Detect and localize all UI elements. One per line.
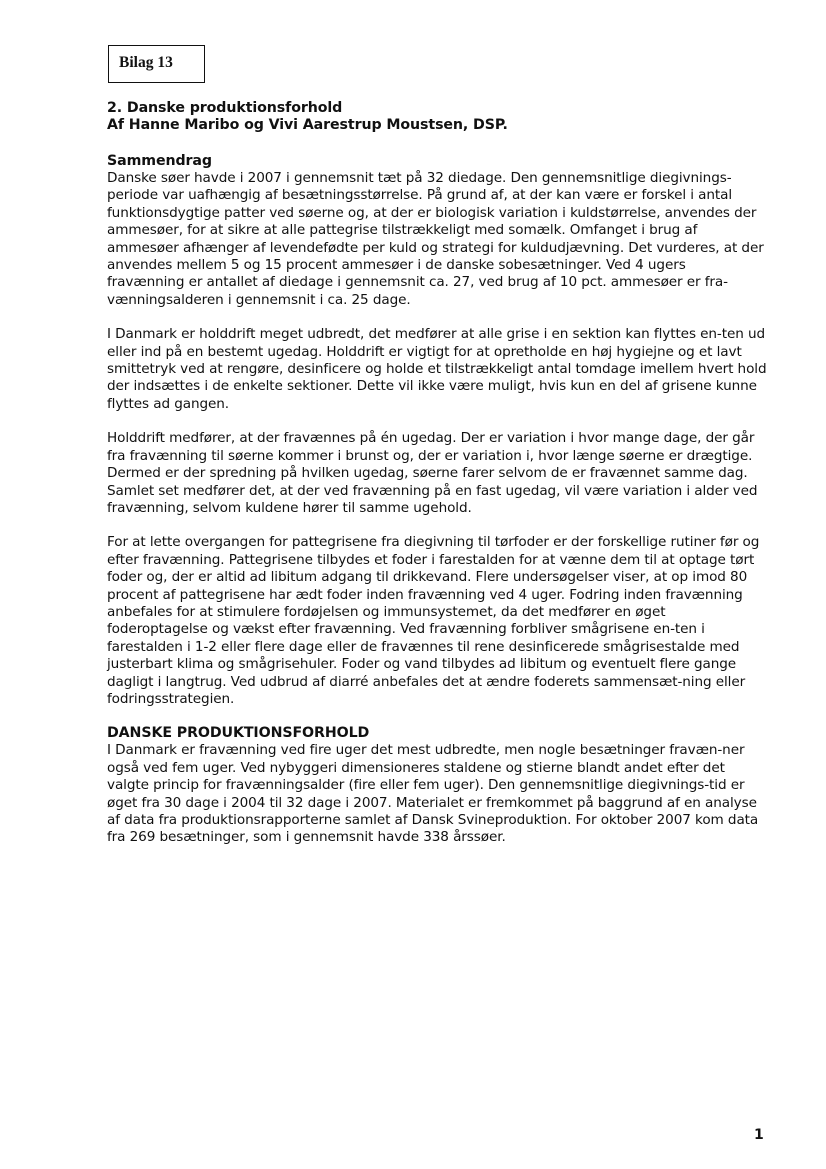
appendix-label: Bilag 13 — [119, 54, 173, 71]
body-paragraph: Samlet set medfører det, at der ved fravænning på en fast ugedag, vil være variation i alder ved fravænning, selvom kuldene hører til samme ugehold. — [107, 482, 758, 516]
page-number: 1 — [754, 1127, 764, 1143]
appendix-label-box — [108, 45, 205, 83]
summary-paragraph: Danske søer havde i 2007 i gennemsnit tæt på 32 diedage. Den gennemsnitlige diegivnings-periode var uafhængig af besætningsstørrelse. På grund af, at der kan være er forskel i antal funktionsdygtige patter ved søerne og, at der er biologisk variation i kuldstørrelse, anvendes der ammesøer, for at sikre at alle pattegrise tilstrækkeligt med somælk. Omfanget i brug af ammesøer afhænger af levendefødte per kuld og strategi for kuldudjævning. Det vurderes, at der anvendes mellem 5 og 15 procent ammesøer i de danske sobesætninger. Ved 4 ugers fravænning er antallet af diedage i gennemsnit ca. 27, ved brug af 10 pct. ammesøer er fra-vænningsalderen i gennemsnit i ca. 25 dage. — [107, 170, 764, 308]
summary-heading: Sammendrag — [107, 153, 212, 169]
section-heading: DANSKE PRODUKTIONSFORHOLD — [107, 725, 370, 742]
document-heading — [107, 100, 767, 134]
body-paragraph: For at lette overgangen for pattegrisene fra diegivning til tørfoder er der forskellige rutiner før og efter fravænning. Pattegrisene tilbydes et foder i farestalden for at vænne dem til at optage tørt foder og, der er altid ad libitum adgang til drikkevand. Flere undersøgelser viser, at op imod 80 procent af pattegrisene har ædt foder inden fravænning ved 4 uger. Fodring inden fravænning anbefales for at stimulere fordøjelsen og immunsystemet, da det medfører en øget foderoptagelse og vækst efter fravænning. Ved fravænning forbliver smågrisene en-ten i farestalden i 1-2 eller flere dage eller de fravænnes til rene desinficerede smågrisestalde med justerbart klima og smågrisehuler. Foder og vand tilbydes ad libitum og eventuelt flere gange dagligt i langtrug. Ved udbrud af diarré anbefales det at ændre foderets sammensæt-ning eller fodringsstrategien. — [107, 534, 760, 707]
body-paragraph: I Danmark er holddrift meget udbredt, det medfører at alle grise i en sektion kan flyttes en-ten ud eller ind på en bestemt ugedag. Holddrift er vigtigt for at opretholde en høj hygiejne og et lavt smittetryk ved at rengøre, desinficere og holde et tilstrækkeligt antal tomdage imellem hvert hold der indsættes i de enkelte sektioner. Dette vil ikke være muligt, hvis kun en del af grisene kunne flyttes ad gangen. — [107, 326, 767, 412]
section-paragraph: I Danmark er fravænning ved fire uger det mest udbredte, men nogle besætninger fravæn-ner også ved fem uger. Ved nybyggeri dimensioneres staldene og stierne blandt andet efter det valgte princip for fravænningsalder (fire eller fem uger). Den gennemsnitlige diegivnings-tid er øget fra 30 dage i 2004 til 32 dage i 2007. Materialet er fremkommet på baggrund af en analyse af data fra produktionsrapporterne samlet af Dansk Svineproduktion. For oktober 2007 kom data fra 269 besætninger, som i gennemsnit havde 338 årssøer. — [107, 742, 759, 846]
authors-line: Af Hanne Maribo og Vivi Aarestrup Moustsen, DSP. — [107, 117, 508, 133]
document-body — [107, 100, 767, 847]
body-paragraph: Holddrift medfører, at der fravænnes på én ugedag. Der er variation i hvor mange dage, der går fra fravænning til søerne kommer i brunst og, der er variation i, hvor længe søerne er drægtige. Dermed er der spredning på hvilken ugedag, søerne farer selvom de er fravænnet samme dag. — [107, 430, 755, 482]
chapter-title: 2. Danske produktionsforhold — [107, 100, 343, 116]
